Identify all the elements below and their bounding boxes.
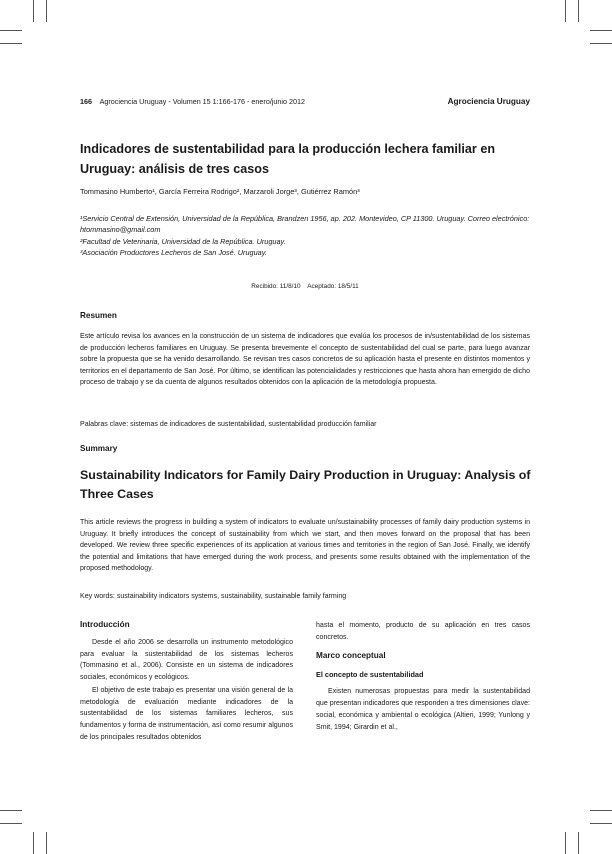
summary-keywords: Key words: sustainability indicators systems, sustainability, sustainable family farming [80, 593, 347, 600]
running-head-citation: Agrociencia Uruguay - Volumen 15 1:166-176 - enero/junio 2012 [99, 97, 305, 106]
intro-heading: Introducción [80, 620, 130, 629]
affiliations [80, 213, 540, 259]
crop-mark [590, 810, 612, 811]
intro-body [80, 637, 293, 743]
crop-mark [578, 832, 579, 854]
crop-mark [33, 0, 34, 22]
crop-mark [565, 832, 566, 854]
article-title: Indicadores de sustentabilidad para la producción lechera familiar en Uruguay: análisis de tres casos [80, 142, 496, 176]
affiliation-3: ³Asociación Productores Lecheros de San José. Uruguay. [80, 248, 267, 258]
crop-mark [565, 0, 566, 22]
resumen-heading: Resumen [80, 311, 117, 320]
received-accepted-dates: Recibido: 11/8/10 Aceptado: 18/5/11 [251, 283, 359, 290]
header-left [80, 97, 305, 106]
concept-subheading: El concepto de sustentabilidad [316, 670, 424, 680]
right-column [316, 620, 530, 734]
crop-mark [0, 810, 22, 811]
page-number: 166 [80, 97, 92, 106]
crop-mark [590, 823, 612, 824]
affiliation-2: ²Facultad de Veterinaria, Universidad de la República. Uruguay. [80, 236, 286, 246]
crop-mark [0, 30, 22, 31]
summary-title: Sustainability Indicators for Family Dairy Production in Uruguay: Analysis of Three Cases [80, 468, 531, 501]
affiliation-1: ¹Servicio Central de Extensión, Universidad de la República, Brandzen 1956, ap. 202. Montevideo, CP 11300. Uruguay. Correo electrónico: htommasino@gmail.com [80, 214, 530, 235]
crop-mark [0, 823, 22, 824]
crop-mark [590, 43, 612, 44]
crop-mark [0, 43, 22, 44]
running-header [80, 97, 530, 106]
crop-mark [46, 832, 47, 854]
intro-paragraph-1: Desde el año 2006 se desarrolla un instrumento metodológico para evaluar la sustentabilidad de los sistemas lecheros (Tommasino et al., 2006). Consiste en un sistema de indicadores sociales, económicos y ecológicos. [80, 639, 293, 682]
crop-mark [590, 30, 612, 31]
left-column [80, 620, 293, 744]
marco-heading: Marco conceptual [316, 651, 386, 661]
right-body-top [316, 620, 530, 643]
journal-name: Agrociencia Uruguay [447, 97, 530, 106]
crop-mark [578, 0, 579, 22]
crop-mark [33, 832, 34, 854]
summary-text: This article reviews the progress in building a system of indicators to evaluate un/sustainability processes of family dairy production systems in Uruguay. It briefly introduces the concept of sustainability from which we start, and then moves forward on the proposal that has been developed. We review three specific experiences of its application at various times and territories in the region of San José. Finally, we identify the potential and limitations that have emerged during the work process, and presents some results obtained with the implementation of the proposed methodology. [80, 519, 530, 572]
right-paragraph-1: hasta el momento, producto de su aplicación en tres casos concretos. [316, 622, 530, 641]
crop-mark [46, 0, 47, 22]
author-list: Tommasino Humberto¹, García Ferreira Rodrigo², Marzaroli Jorge³, Gutiérrez Ramón³ [80, 187, 360, 196]
intro-paragraph-2: El objetivo de este trabajo es presentar una visión general de la metodología de evaluación mediante indicadores de la sustentabilidad de los sistemas familiares lecheros, sus fundamentos y forma de instrumentación, así como resumir algunos de los principales resultados obtenidos [80, 686, 293, 741]
right-paragraph-2: Existen numerosas propuestas para medir la sustentabilidad que presentan indicadores que responden a tres dimensiones clave: social, económica y ambiental o ecológica (Altieri, 1999; Yunlong y Smit, 1994; Girardin et al., [316, 688, 530, 731]
resumen-text: Este artículo revisa los avances en la construcción de un sistema de indicadores que evalúa los procesos de in/sustentabilidad de los sistemas de producción lecheros familiares en Uruguay. Se presenta brevemente el concepto de sustentabilidad del cual se parte, para luego avanzar sobre la propuesta que se ha venido desarrollando. Se revisan tres casos concretos de su aplicación hasta el presente en distintos momentos y territorios en el departamento de San José. Por último, se identifican las potencialidades y restricciones que hasta ahora han emergido de dicho proceso de trabajo y se da cuenta de algunos resultados obtenidos con la aplicación de la metodología propuesta. [80, 333, 530, 386]
resumen-keywords: Palabras clave: sistemas de indicadores de sustentabilidad, sustentabilidad producción familiar [80, 421, 377, 428]
right-body-bottom [316, 686, 530, 733]
summary-heading: Summary [80, 444, 118, 453]
